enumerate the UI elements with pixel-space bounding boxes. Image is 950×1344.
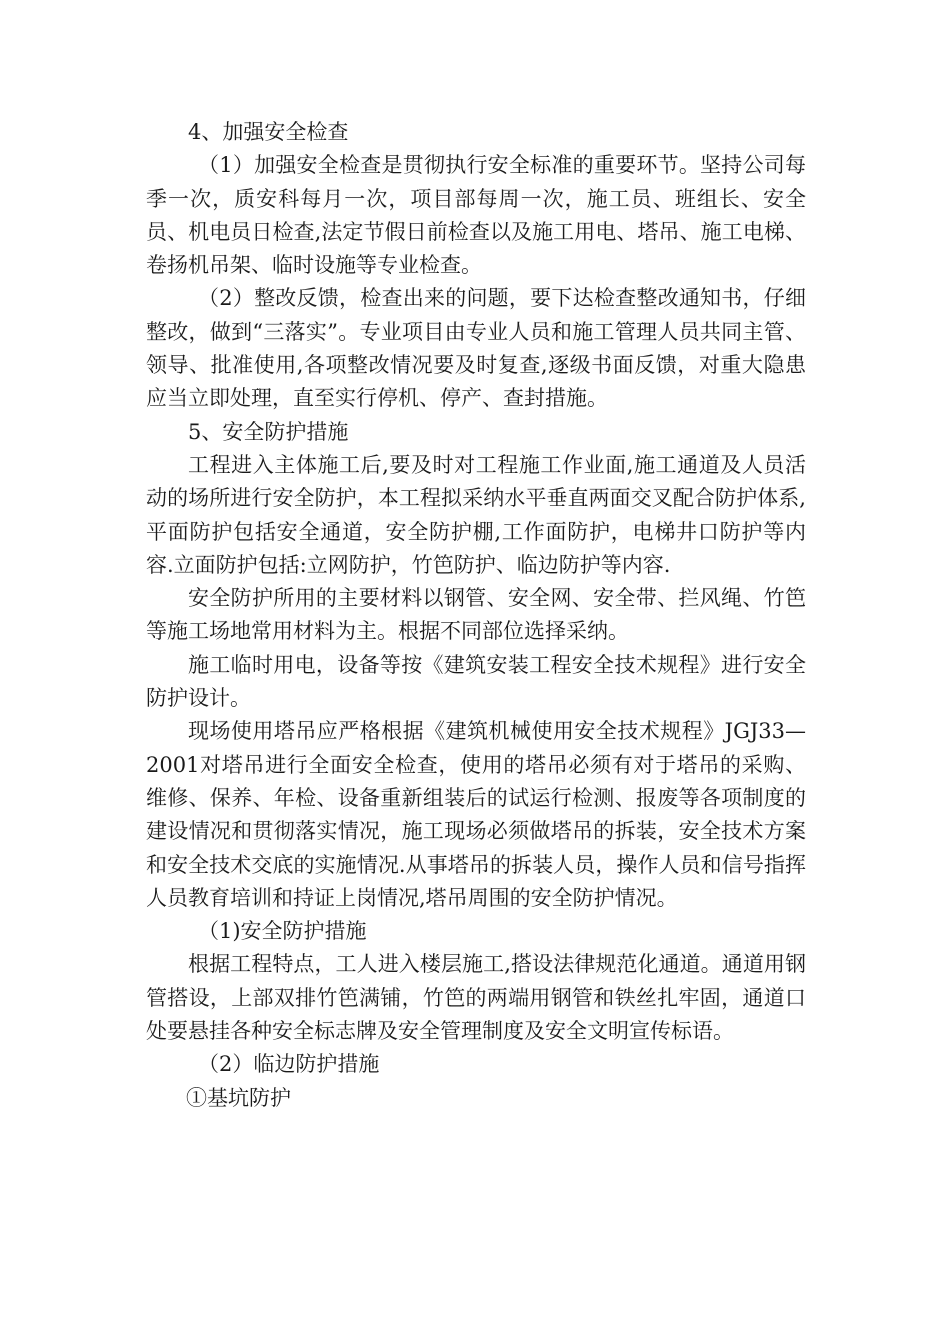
item-foundation-pit-protection: ①基坑防护: [186, 1085, 291, 1110]
section-heading-4: 4、加强安全检查: [188, 120, 349, 144]
paragraph-inspection-2: （2）整改反馈，检查出来的问题，要下达检查整改通知书，仔细整改，做到“三落实”。专业项目由专业人员和施工管理人员共同主管、领导、批准使用,各项整改情况要及时复查,逐级书面反馈，对重大隐患应当立即处理，直至实行停机、停产、查封措施。: [146, 286, 806, 411]
paragraph-inspection-1: （1）加强安全检查是贯彻执行安全标准的重要环节。坚持公司每季一次，质安科每月一次，项目部每周一次，施工员、班组长、安全员、机电员日检查,法定节假日前检查以及施工用电、塔吊、施工电梯、卷扬机吊架、临时设施等专业检查。: [146, 153, 806, 278]
section-heading-5: 5、安全防护措施: [188, 419, 349, 444]
document-body: [146, 116, 806, 1115]
paragraph-protection-overview: 工程进入主体施工后,要及时对工程施工作业面,施工通道及人员活动的场所进行安全防护，本工程拟采纳水平垂直两面交叉配合防护体系,平面防护包括安全通道，安全防护棚,工作面防护，电梯井口防护等内容.立面防护包括:立网防护，竹笆防护、临边防护等内容.: [146, 452, 806, 577]
paragraph-tower-crane: 现场使用塔吊应严格根据《建筑机械使用安全技术规程》JGJ33—2001对塔吊进行全面安全检查，使用的塔吊必须有对于塔吊的采购、维修、保养、年检、设备重新组装后的试运行检测、报废等各项制度的建设情况和贯彻落实情况，施工现场必须做塔吊的拆装，安全技术方案和安全技术交底的实施情况.从事塔吊的拆装人员，操作人员和信号指挥人员教育培训和持证上岗情况,塔吊周围的安全防护情况。: [146, 719, 806, 910]
paragraph-temporary-power: 施工临时用电，设备等按《建筑安装工程安全技术规程》进行安全防护设计。: [146, 652, 806, 711]
subheading-protection-measures: （1)安全防护措施: [198, 919, 367, 944]
paragraph-protection-materials: 安全防护所用的主要材料以钢管、安全网、安全带、拦风绳、竹笆等施工场地常用材料为主。根据不同部位选择采纳。: [146, 586, 806, 644]
paragraph-access-passage: 根据工程特点，工人进入楼层施工,搭设法律规范化通道。通道用钢管搭设，上部双排竹笆满铺，竹笆的两端用钢管和铁丝扎牢固，通道口处要悬挂各种安全标志牌及安全管理制度及安全文明宣传标语。: [146, 952, 806, 1044]
subheading-edge-protection: （2）临边防护措施: [198, 1052, 380, 1077]
